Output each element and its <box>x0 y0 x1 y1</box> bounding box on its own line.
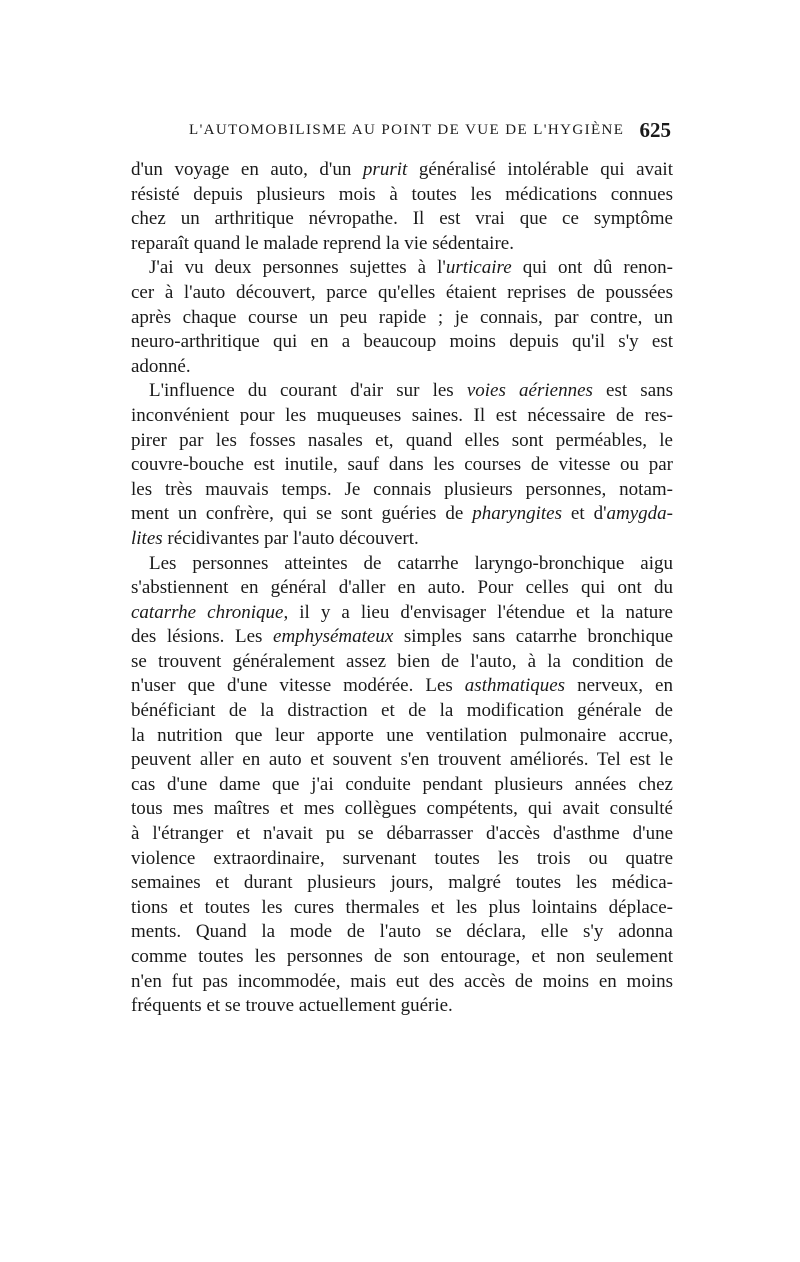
text-run: se trouvent généralement assez bien de l'auto, à la condition de <box>131 650 673 672</box>
text-line <box>131 502 673 527</box>
text-line <box>131 281 673 306</box>
text-line <box>131 207 673 232</box>
paragraph <box>131 158 673 256</box>
text-line <box>131 797 673 822</box>
paragraph <box>131 379 673 551</box>
text-line <box>131 896 673 921</box>
text-run: cer à l'auto découvert, parce qu'elles étaient reprises de poussées <box>131 281 673 303</box>
text-line <box>131 822 673 847</box>
text-run: , il y a lieu d'envisager l'étendue et la nature <box>283 601 673 623</box>
text-line <box>131 527 673 552</box>
text-run: les très mauvais temps. Je connais plusieurs personnes, notam- <box>131 478 673 500</box>
text-line <box>131 232 673 257</box>
italic-term: urticaire <box>445 257 512 279</box>
text-line <box>131 256 673 281</box>
text-run: ments. Quand la mode de l'auto se déclara, elle s'y adonna <box>131 921 673 943</box>
text-run: Les personnes atteintes de catarrhe laryngo-bronchique aigu <box>149 552 673 574</box>
text-run: pirer par les fosses nasales et, quand elles sont perméables, le <box>131 429 673 451</box>
text-line <box>131 355 673 380</box>
text-run: la nutrition que leur apporte une ventilation pulmonaire accrue, <box>131 724 673 746</box>
text-line <box>131 576 673 601</box>
text-line <box>131 330 673 355</box>
text-run: adonné. <box>131 355 191 377</box>
text-run: généralisé intolérable qui avait <box>407 159 673 180</box>
text-run: à l'étranger et n'avait pu se débarrasser d'accès d'asthme d'une <box>131 823 673 845</box>
text-run: d'un voyage en auto, d'un <box>131 159 363 180</box>
text-run: peuvent aller en auto et souvent s'en trouvent améliorés. Tel est le <box>131 749 673 771</box>
text-line <box>131 871 673 896</box>
text-run: neuro-arthritique qui en a beaucoup moins depuis qu'il s'y est <box>131 331 673 353</box>
italic-term: lites <box>131 527 163 549</box>
text-run: tous mes maîtres et mes collègues compétents, qui avait consulté <box>131 798 673 820</box>
italic-term: catarrhe chronique <box>131 601 284 623</box>
text-line <box>131 773 673 798</box>
text-run: bénéficiant de la distraction et de la modification générale de <box>131 700 673 722</box>
text-line <box>131 748 673 773</box>
page-header <box>131 118 671 148</box>
text-run: résisté depuis plusieurs mois à toutes les médications connues <box>131 183 673 205</box>
text-run: violence extraordinaire, survenant toutes les trois ou quatre <box>131 847 673 869</box>
italic-term: amygda- <box>606 503 673 525</box>
paragraph <box>131 256 673 379</box>
italic-term: pharyngites <box>472 503 562 525</box>
text-run: n'user que d'une vitesse modérée. Les <box>131 675 465 697</box>
text-line <box>131 183 673 208</box>
text-line <box>131 552 673 577</box>
text-line <box>131 601 673 626</box>
text-run: nerveux, en <box>565 675 673 697</box>
text-run: des lésions. Les <box>131 626 274 648</box>
text-run: et d' <box>561 503 607 525</box>
italic-term: prurit <box>362 159 408 180</box>
text-line <box>131 625 673 650</box>
text-line <box>131 970 673 995</box>
italic-term: asthmatiques <box>464 675 566 697</box>
text-run: est sans <box>592 380 674 402</box>
text-line <box>131 453 673 478</box>
text-run: qui ont dû renon- <box>511 257 673 279</box>
text-run: fréquents et se trouve actuellement guérie. <box>131 995 453 1017</box>
text-line <box>131 478 673 503</box>
italic-term: emphysémateux <box>273 626 394 648</box>
text-line <box>131 847 673 872</box>
text-line <box>131 994 673 1019</box>
text-run: J'ai vu deux personnes sujettes à l' <box>149 257 446 279</box>
text-run: cas d'une dame que j'ai conduite pendant plusieurs années chez <box>131 773 673 795</box>
text-run: couvre-bouche est inutile, sauf dans les courses de vitesse ou par <box>131 454 673 476</box>
text-run: n'en fut pas incommodée, mais eut des accès de moins en moins <box>131 970 673 992</box>
text-line <box>131 429 673 454</box>
running-title: L'AUTOMOBILISME AU POINT DE VUE DE L'HYGIÈNE <box>189 122 625 138</box>
text-line <box>131 674 673 699</box>
text-line <box>131 650 673 675</box>
text-run: inconvénient pour les muqueuses saines. Il est nécessaire de res- <box>131 404 673 426</box>
text-line <box>131 306 673 331</box>
text-run: simples sans catarrhe bronchique <box>393 626 673 648</box>
text-run: récidivantes par l'auto découvert. <box>162 527 419 549</box>
text-line <box>131 699 673 724</box>
text-line <box>131 404 673 429</box>
text-run: L'influence du courant d'air sur les <box>149 380 467 402</box>
text-run: après chaque course un peu rapide ; je connais, par contre, un <box>131 306 673 328</box>
text-run: reparaît quand le malade reprend la vie sédentaire. <box>131 232 514 254</box>
text-run: s'abstiennent en général d'aller en auto. Pour celles qui ont du <box>131 577 673 599</box>
text-line <box>131 945 673 970</box>
text-line <box>131 379 673 404</box>
text-run: semaines et durant plusieurs jours, malgré toutes les médica- <box>131 872 673 894</box>
text-line <box>131 158 673 183</box>
text-line <box>131 724 673 749</box>
text-run: chez un arthritique névropathe. Il est vrai que ce symptôme <box>131 208 673 230</box>
page-number: 625 <box>639 118 671 142</box>
text-run: comme toutes les personnes de son entourage, et non seulement <box>131 946 673 967</box>
body-text <box>131 158 673 1019</box>
text-line <box>131 920 673 945</box>
italic-term: voies aériennes <box>466 380 593 402</box>
text-run: tions et toutes les cures thermales et les plus lointains déplace- <box>131 896 673 918</box>
paragraph <box>131 552 673 1019</box>
text-run: ment un confrère, qui se sont guéries de <box>131 503 473 525</box>
